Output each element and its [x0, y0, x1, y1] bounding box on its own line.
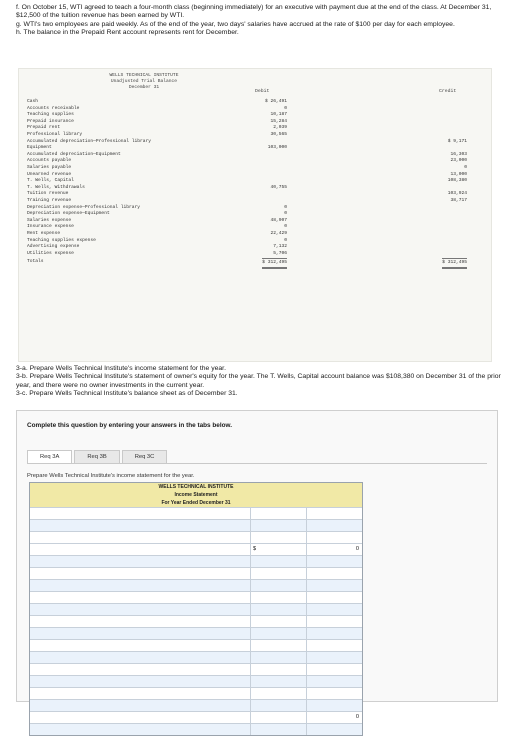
tb-row: Accounts payable 23,000: [27, 158, 467, 164]
tab-req-3c[interactable]: Req 3C: [122, 450, 168, 464]
income-statement-form: [29, 482, 363, 736]
statement-row: [30, 627, 362, 639]
tb-debit-header: Debit: [255, 89, 270, 94]
statement-company: WELLS TECHNICAL INSTITUTE: [30, 483, 362, 491]
tb-row: Depreciation expense—Professional library 0: [27, 204, 287, 210]
tb-row: Prepaid insurance 15,284: [27, 118, 287, 124]
amount-input[interactable]: [251, 731, 306, 742]
trial-balance-image: [18, 68, 492, 362]
tb-row: Teaching supplies 10,187: [27, 112, 287, 118]
statement-row-total: [30, 711, 362, 723]
tb-row: Accounts receivable 0: [27, 105, 287, 111]
tab-req-3b[interactable]: Req 3B: [74, 450, 119, 464]
tb-row: Utilities expense 5,706: [27, 250, 287, 256]
tb-row: Training revenue 38,717: [27, 198, 467, 203]
tab-req-3a[interactable]: Req 3A: [27, 450, 72, 464]
total-input[interactable]: [307, 731, 362, 742]
statement-row: [30, 603, 362, 615]
tb-row: Accumulated depreciation—Professional library $ 9,171: [27, 138, 467, 144]
tb-row: Depreciation expense—Equipment 0: [27, 211, 287, 217]
answer-panel: [16, 410, 498, 720]
total-value: 0: [355, 714, 359, 720]
intro-item-g: g. WTI's two employees are paid weekly. As of the end of the year, two days' salaries have accrued at the rate of $100 per day for each employee.: [16, 20, 455, 28]
tb-row: Insurance expense 0: [27, 224, 287, 230]
statement-row: [30, 591, 362, 603]
intro-item-h: h. The balance in the Prepaid Rent account represents rent for December.: [16, 29, 239, 37]
tb-title: Unadjusted Trial Balance: [110, 78, 178, 84]
statement-row: [30, 555, 362, 567]
tb-row: Salaries payable 0: [27, 165, 467, 170]
requirement-tabs: [27, 450, 169, 463]
statement-row: [30, 579, 362, 591]
tb-totals-row: Totals $ 312,495 $ 312,495: [27, 258, 483, 266]
tab-prompt: Prepare Wells Technical Institute's income statement for the year.: [27, 473, 195, 479]
tb-row: Salaries expense 48,907: [27, 217, 287, 223]
dollar-sign: $: [253, 546, 257, 552]
tb-row: Rent expense 22,429: [27, 231, 287, 236]
statement-title: Income Statement: [30, 491, 362, 499]
tb-row: T. Wells, Capital 108,380: [27, 178, 467, 184]
problem-intro: [16, 4, 502, 38]
statement-row: [30, 699, 362, 711]
subtotal-value: 0: [355, 546, 359, 552]
statement-row: [30, 639, 362, 651]
statement-row: [30, 675, 362, 687]
tb-row: Professional library 30,565: [27, 132, 287, 137]
statement-row: [30, 567, 362, 579]
statement-row-subtotal: [30, 543, 362, 555]
tab-divider: [27, 463, 487, 464]
statement-row: [30, 687, 362, 699]
statement-period: For Year Ended December 31: [30, 499, 362, 507]
statement-row: [30, 507, 362, 519]
statement-row: [30, 615, 362, 627]
statement-row: [30, 519, 362, 531]
tb-row: Tuition revenue 103,924: [27, 191, 467, 197]
requirement-3a: 3-a. Prepare Wells Technical Institute's income statement for the year.: [16, 365, 226, 372]
tb-row: Equipment 103,000: [27, 145, 287, 151]
requirements-text: [16, 365, 502, 399]
statement-row: [30, 723, 362, 735]
tb-row: Accumulated depreciation—Equipment 16,303: [27, 151, 467, 157]
tb-row: Unearned revenue 13,000: [27, 171, 467, 177]
account-input[interactable]: [30, 731, 250, 742]
trial-balance-heading: [19, 73, 269, 90]
tb-row: Cash $ 26,491: [27, 99, 287, 104]
tb-company: WELLS TECHNICAL INSTITUTE: [109, 73, 179, 78]
statement-row: [30, 651, 362, 663]
tb-row: Prepaid rent 2,039: [27, 125, 287, 131]
statement-row: [30, 663, 362, 675]
complete-instructions: Complete this question by entering your answers in the tabs below.: [27, 422, 233, 429]
tb-credit-header: Credit: [439, 89, 457, 94]
tb-row: Advertising expense 7,132: [27, 244, 287, 250]
tb-date: December 31: [128, 84, 160, 90]
requirement-3c: 3-c. Prepare Wells Technical Institute's balance sheet as of December 31.: [16, 390, 238, 398]
tb-row: T. Wells, Withdrawals 40,755: [27, 184, 287, 190]
tb-row: Teaching supplies expense 0: [27, 237, 287, 243]
intro-item-f: f. On October 15, WTI agreed to teach a four-month class (beginning immediately) for an executive with payment due at the end of the class. At December 31, $12,500 of the tuition revenue has been earned by WTI.: [16, 4, 492, 20]
requirement-3b: 3-b. Prepare Wells Technical Institute's statement of owner's equity for the year. The T. Wells, Capital account balance was $108,380 on December 31 of the prior year, and there were no owner investments in the current year.: [16, 373, 501, 389]
statement-row: [30, 531, 362, 543]
